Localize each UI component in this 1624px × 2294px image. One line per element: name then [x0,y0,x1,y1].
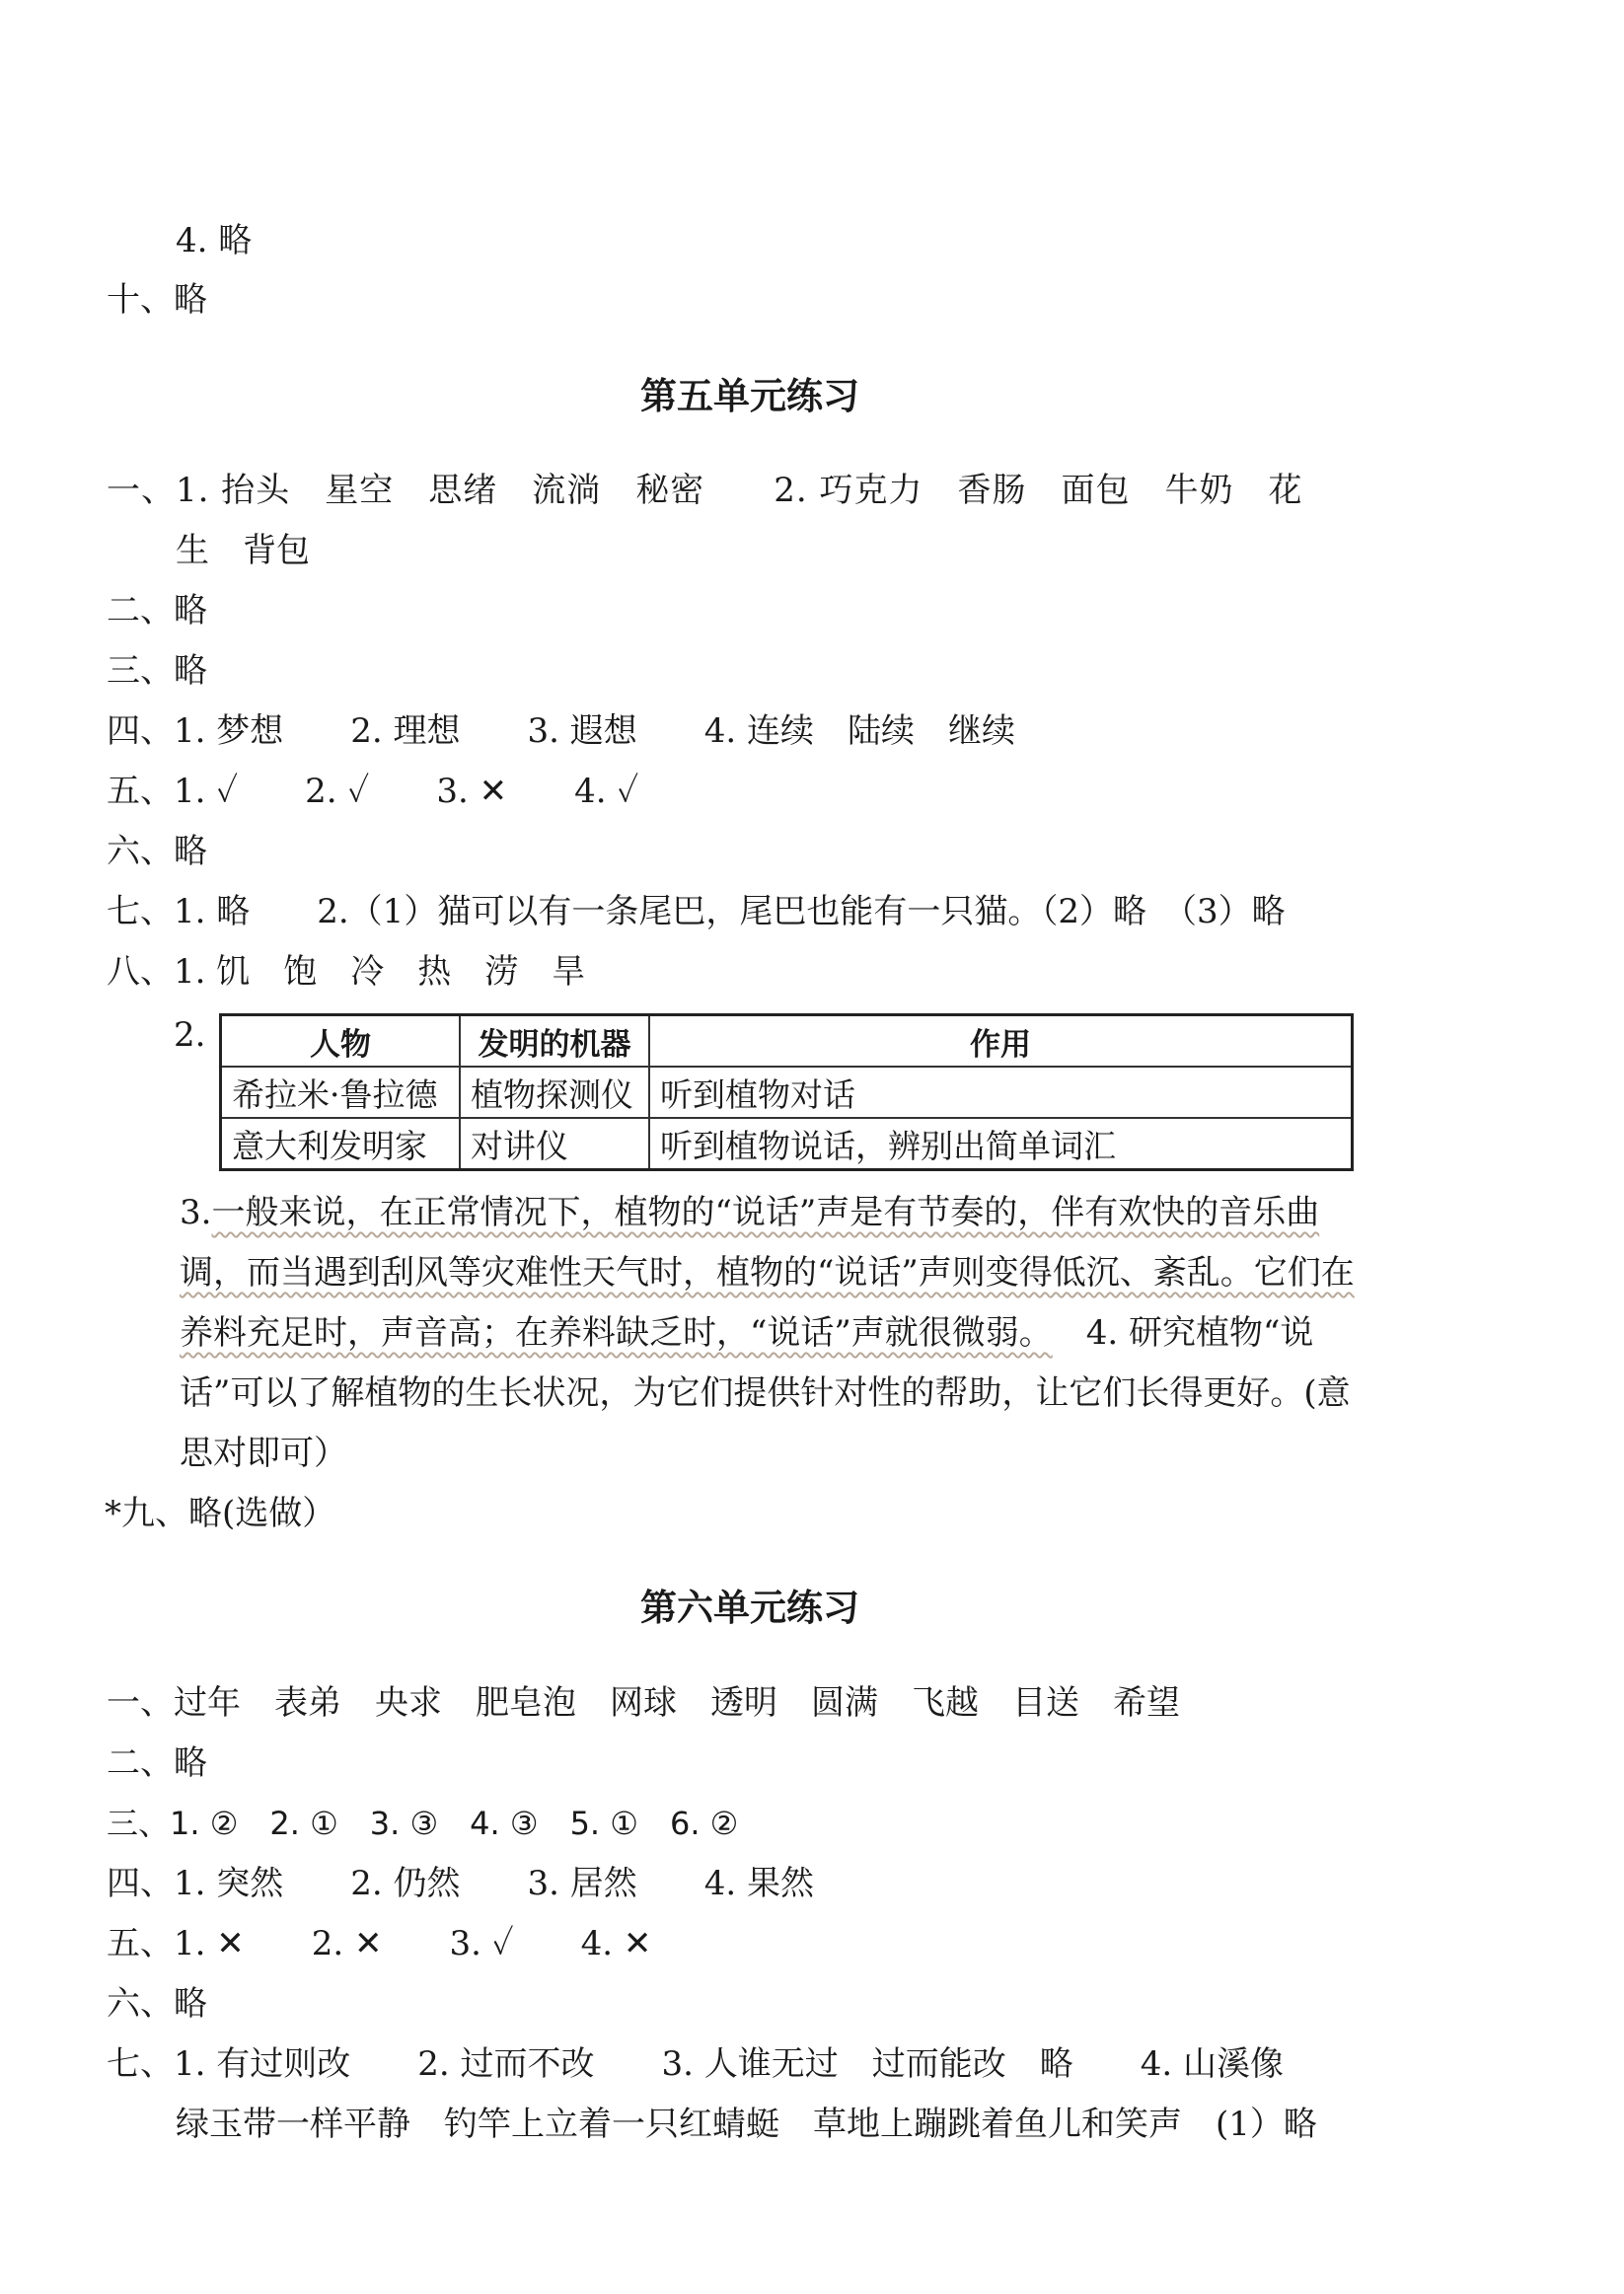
table-header-cell: 作用 [649,1015,1353,1068]
q8-3-number: 3. [180,1193,212,1232]
table-row [221,1067,1353,1118]
unit5-q5: 五、1. ✓ 2. ✓ 3. ✕ 4. ✓ [107,772,639,811]
table-header-cell: 发明的机器 [460,1015,649,1068]
unit5-q4: 四、1. 梦想 2. 理想 3. 遐想 4. 连续 陆续 继续 [107,711,1015,751]
unit6-q1: 一、过年 表弟 央求 肥皂泡 网球 透明 圆满 飞越 目送 希望 [107,1683,1180,1723]
unit5-q3: 三、略 [107,651,207,691]
unit5-q2: 二、略 [107,591,207,630]
unit5-q9: *九、略(选做） [105,1494,336,1533]
item-10-line: 十、略 [107,280,207,320]
q8-3-answer-text: 养料充足时，声音高；在养料缺乏时，“说话”声就很微弱。 [180,1313,1053,1353]
unit5-q8-4-line2: 话”可以了解植物的生长状况，为它们提供针对性的帮助，让它们长得更好。(意 [180,1373,1351,1413]
unit6-q7-line2: 绿玉带一样平静 钓竿上立着一只红蜻蜓 草地上蹦跳着鱼儿和笑声 (1）略 [176,2105,1317,2144]
unit5-q8-3-line2 [180,1251,1355,1295]
unit6-q3: 三、1. ② 2. ① 3. ③ 4. ③ 5. ① 6. ② [107,1805,739,1842]
unit5-q8-2-number: 2. [174,1015,206,1055]
table-cell: 听到植物说话，辨别出简单词汇 [649,1118,1353,1170]
unit5-q7: 七、1. 略 2.（1）猫可以有一条尾巴，尾巴也能有一只猫。（2）略 （3）略 [107,892,1286,931]
q8-4-answer-text: 4. 研究植物“说 [1052,1313,1314,1353]
q8-3-answer-text: 调，而当遇到刮风等灾难性天气时，植物的“说话”声则变得低沉、紊乱。它们在 [180,1253,1355,1293]
table-cell: 听到植物对话 [649,1067,1353,1118]
unit6-q6: 六、略 [107,1984,207,2024]
table-row [221,1118,1353,1170]
unit6-q7-line1: 七、1. 有过则改 2. 过而不改 3. 人谁无过 过而能改 略 4. 山溪像 [107,2044,1284,2084]
unit5-q8-1: 八、1. 饥 饱 冷 热 涝 旱 [107,952,586,992]
table-cell: 对讲仪 [460,1118,649,1170]
table-cell: 植物探测仪 [460,1067,649,1118]
unit5-q1-line2: 生 背包 [176,531,310,570]
unit5-q1-line1: 一、1. 抬头 星空 思绪 流淌 秘密 2. 巧克力 香肠 面包 牛奶 花 [107,471,1303,510]
unit6-title: 第六单元练习 [640,1587,859,1629]
unit5-q6: 六、略 [107,832,207,871]
table-cell: 意大利发明家 [221,1118,461,1170]
unit5-q8-4-line3: 思对即可） [180,1434,347,1473]
unit5-title: 第五单元练习 [640,375,859,417]
unit6-q4: 四、1. 突然 2. 仍然 3. 居然 4. 果然 [107,1864,814,1903]
table-header-row [221,1015,1353,1068]
unit5-q8-3-line1 [180,1191,1319,1234]
unit6-q5: 五、1. ✕ 2. ✕ 3. ✓ 4. ✕ [107,1924,652,1963]
inventor-table [219,1013,1354,1171]
table-cell: 希拉米·鲁拉德 [221,1067,461,1118]
unit5-q8-3-line3 [180,1311,1313,1355]
item-4-line: 4. 略 [176,221,253,260]
q8-3-answer-text: 一般来说，在正常情况下，植物的“说话”声是有节奏的，伴有欢快的音乐曲 [211,1193,1320,1232]
unit6-q2: 二、略 [107,1743,207,1783]
table-header-cell: 人物 [221,1015,461,1068]
